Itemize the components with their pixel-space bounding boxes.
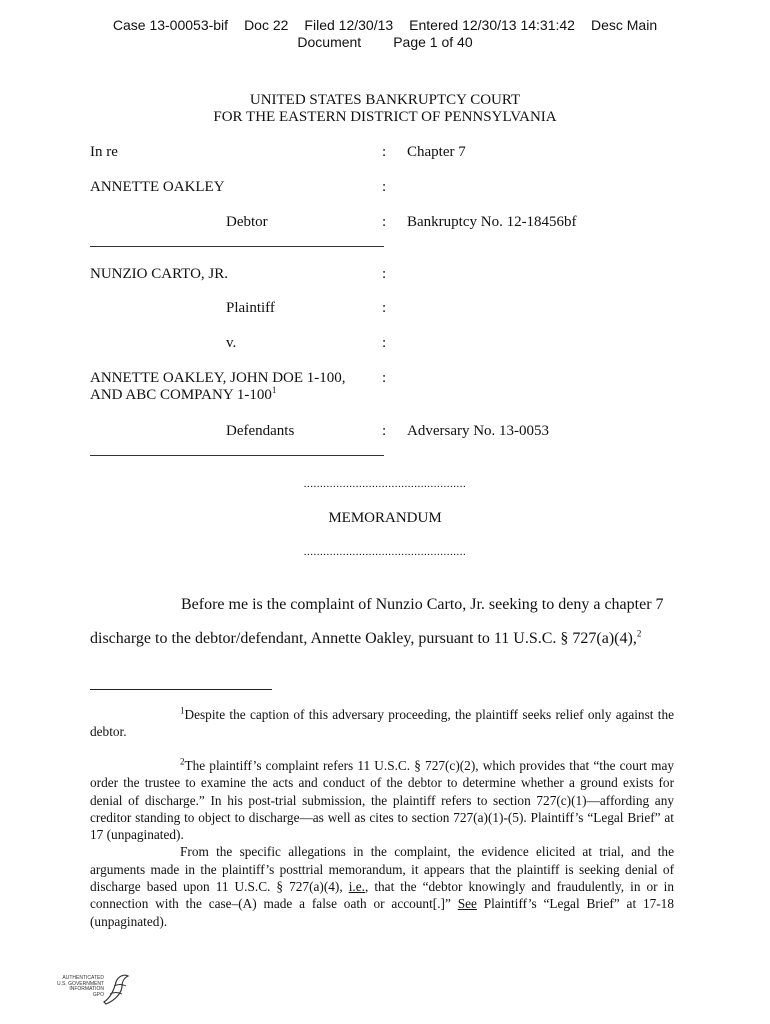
plaintiff-label: Plaintiff [226, 300, 275, 316]
defendants-names-line-1: ANNETTE OAKLEY, JOHN DOE 1-100, [90, 370, 346, 386]
defendants-names-line-2: AND ABC COMPANY $1-100^1$ [90, 385, 277, 403]
adversary-number: Adversary No. 13-0053 [407, 423, 550, 439]
gpo-authentication-seal [44, 972, 134, 1012]
footnote-2-continued: From the specific allegations in the complaint, the evidence elicited at trial, and the arguments made in the plaintiff’s posttrial memorandum, it appears that the plaintiff is seeking denial of discharge based upon 11 U.S.C. § 727(a)(4), i.e., that the “debtor knowingly and fraudulently, in or in connection with the case–(A) made a false oath or account[.]” See Plaintiff’s “Legal Brief” at 17-18 (unpaginated). [90, 844, 674, 929]
page-count: Page 1 of 40 [393, 34, 473, 50]
body-text-line-1: Before me is the complaint of Nunzio Carto, Jr. seeking to deny a chapter 7 [181, 596, 664, 613]
desc-main: Desc Main [590, 17, 658, 33]
court-name: UNITED STATES BANKRUPTCY COURT [249, 92, 521, 108]
footnote-1-text: Despite the caption of this adversary proceeding, the plaintiff seeks relief only against the debtor. [90, 707, 674, 740]
caption-colon: : [382, 335, 387, 351]
footnote-2 [90, 757, 674, 930]
filed-date: Filed 12/30/13 [304, 17, 394, 33]
debtor-name: ANNETTE OAKLEY [90, 179, 225, 195]
ecf-header-line-2 [0, 34, 770, 50]
plaintiff-name: NUNZIO CARTO, JR. [90, 266, 228, 282]
document-label: Document [297, 34, 362, 50]
versus-label: v. [226, 335, 237, 351]
doc-number: Doc 22 [244, 17, 289, 33]
debtor-label: Debtor [226, 214, 268, 230]
dotted-divider: .................................................. [303, 546, 467, 558]
eagle-icon [100, 972, 130, 1008]
chapter-label: Chapter 7 [407, 144, 466, 160]
dotted-divider: .................................................. [303, 478, 467, 490]
court-district: FOR THE EASTERN DISTRICT OF PENNSYLVANIA [213, 109, 557, 125]
caption-colon: : [382, 266, 387, 282]
memorandum-title: MEMORANDUM [328, 510, 442, 526]
in-re-label: In re [90, 144, 118, 160]
defendants-label: Defendants [226, 423, 295, 439]
caption-divider [90, 246, 384, 247]
body-text-line-2: discharge to the debtor/defendant, Annette Oakley, pursuant to 11 U.S.C. § 727(a)(4),$^2$ [90, 628, 642, 647]
footnote-separator [90, 689, 272, 690]
footnote-1 [90, 706, 674, 741]
footnote-2-text: The plaintiff’s complaint refers 11 U.S.C. § 727(c)(2), which provides that “the court may order the trustee to examine the acts and conduct of the debtor to determine whether a ground exists for denial of discharge.” In his post-trial submission, the plaintiff refers to section 727(c)(1)—affording any creditor standing to object to discharge—as well as cites to section 727(a)(1)-(5). Plaintiff’s “Legal Brief” at 17 (unpaginated). [90, 758, 674, 843]
footnote-ref-1: 1 [271, 385, 277, 395]
caption-colon: : [382, 179, 387, 195]
entered-date: Entered 12/30/13 14:31:42 [409, 17, 575, 33]
caption-colon: : [382, 214, 387, 230]
bankruptcy-number: Bankruptcy No. 12-18456bf [407, 214, 577, 230]
footnote-mark-2: 2 [180, 756, 185, 767]
case-number: Case 13-00053-bif [112, 17, 229, 33]
ecf-header-line-1 [0, 17, 770, 33]
footnote-ref-2: 2 [636, 628, 642, 639]
caption-colon: : [382, 423, 387, 439]
caption-colon: : [382, 144, 387, 160]
gpo-seal-text: AUTHENTICATED U.S. GOVERNMENT INFORMATION GPO [57, 975, 104, 998]
caption-colon: : [382, 300, 387, 316]
caption-divider [90, 455, 384, 456]
caption-colon: : [382, 370, 387, 386]
footnote-mark-1: 1 [180, 705, 185, 716]
